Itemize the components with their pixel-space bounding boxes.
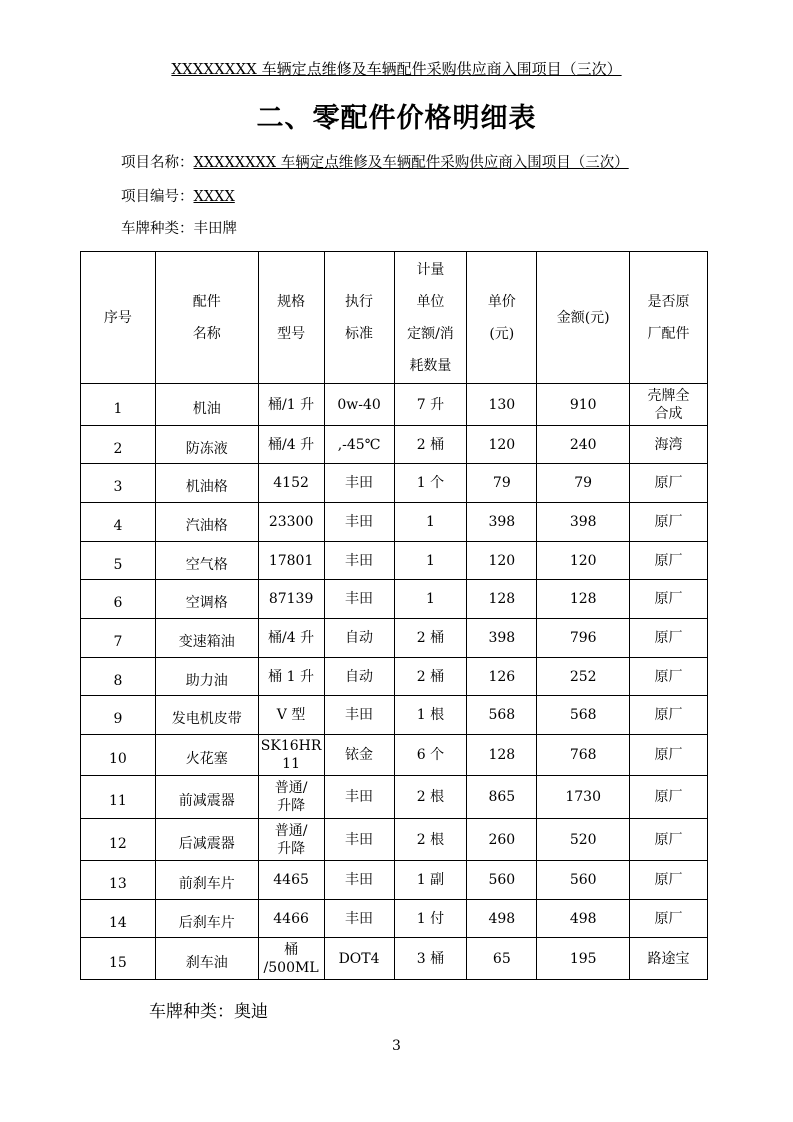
cell-amount: 79 xyxy=(537,464,630,503)
cell-unit-price: 498 xyxy=(467,900,537,938)
cell-spec: 17801 xyxy=(258,542,324,580)
cell-quantity: 2 根 xyxy=(394,776,467,819)
project-name-label: 项目名称： xyxy=(121,155,194,171)
cell-amount: 398 xyxy=(537,503,630,542)
cell-spec: 4465 xyxy=(258,861,324,900)
cell-no: 11 xyxy=(81,776,156,819)
cell-unit-price: 120 xyxy=(467,542,537,580)
cell-spec: 桶/1 升 xyxy=(258,384,324,426)
cell-part-name: 机油格 xyxy=(155,464,258,503)
cell-amount: 910 xyxy=(537,384,630,426)
cell-standard: 丰田 xyxy=(324,503,394,542)
cell-oem: 原厂 xyxy=(630,542,708,580)
cell-unit-price: 560 xyxy=(467,861,537,900)
table-row xyxy=(81,938,708,980)
next-plate-kind: 车牌种类：奥迪 xyxy=(149,1002,268,1022)
cell-amount: 128 xyxy=(537,580,630,619)
cell-oem: 原厂 xyxy=(630,900,708,938)
project-name-line xyxy=(121,151,629,172)
table-row xyxy=(81,819,708,861)
table-row xyxy=(81,384,708,426)
cell-part-name: 刹车油 xyxy=(155,938,258,980)
cell-spec: 桶/4 升 xyxy=(258,426,324,464)
cell-standard: 自动 xyxy=(324,619,394,658)
cell-standard: 丰田 xyxy=(324,861,394,900)
cell-oem: 原厂 xyxy=(630,580,708,619)
cell-unit-price: 79 xyxy=(467,464,537,503)
table-row xyxy=(81,580,708,619)
table-row xyxy=(81,776,708,819)
cell-no: 12 xyxy=(81,819,156,861)
cell-standard: 丰田 xyxy=(324,900,394,938)
cell-quantity: 3 桶 xyxy=(394,938,467,980)
cell-standard: 丰田 xyxy=(324,776,394,819)
cell-amount: 195 xyxy=(537,938,630,980)
cell-quantity: 1 个 xyxy=(394,464,467,503)
cell-amount: 1730 xyxy=(537,776,630,819)
cell-amount: 120 xyxy=(537,542,630,580)
cell-amount: 560 xyxy=(537,861,630,900)
cell-spec: 普通/ 升降 xyxy=(258,819,324,861)
cell-oem: 原厂 xyxy=(630,696,708,735)
cell-standard: 0w-40 xyxy=(324,384,394,426)
cell-standard: ,-45℃ xyxy=(324,426,394,464)
project-number-line xyxy=(121,185,235,206)
cell-no: 7 xyxy=(81,619,156,658)
cell-no: 14 xyxy=(81,900,156,938)
table-header-row xyxy=(81,252,708,384)
page-number: 3 xyxy=(392,1038,401,1054)
cell-quantity: 7 升 xyxy=(394,384,467,426)
cell-no: 15 xyxy=(81,938,156,980)
cell-amount: 796 xyxy=(537,619,630,658)
table-row xyxy=(81,735,708,776)
cell-amount: 498 xyxy=(537,900,630,938)
header-quantity: 计量 单位 定额/消 耗数量 xyxy=(394,252,467,384)
cell-part-name: 后刹车片 xyxy=(155,900,258,938)
cell-oem: 原厂 xyxy=(630,776,708,819)
plate-kind-label: 车牌种类： xyxy=(121,221,194,237)
cell-spec: 4466 xyxy=(258,900,324,938)
cell-oem: 原厂 xyxy=(630,464,708,503)
project-number-label: 项目编号： xyxy=(121,189,194,205)
cell-no: 13 xyxy=(81,861,156,900)
cell-quantity: 1 xyxy=(394,542,467,580)
cell-part-name: 后减震器 xyxy=(155,819,258,861)
cell-standard: 丰田 xyxy=(324,580,394,619)
cell-unit-price: 65 xyxy=(467,938,537,980)
cell-part-name: 机油 xyxy=(155,384,258,426)
cell-no: 6 xyxy=(81,580,156,619)
cell-standard: 丰田 xyxy=(324,696,394,735)
cell-amount: 240 xyxy=(537,426,630,464)
cell-no: 5 xyxy=(81,542,156,580)
cell-part-name: 火花塞 xyxy=(155,735,258,776)
cell-unit-price: 130 xyxy=(467,384,537,426)
cell-quantity: 6 个 xyxy=(394,735,467,776)
cell-spec: V 型 xyxy=(258,696,324,735)
cell-oem: 原厂 xyxy=(630,861,708,900)
cell-unit-price: 128 xyxy=(467,580,537,619)
cell-part-name: 汽油格 xyxy=(155,503,258,542)
cell-no: 1 xyxy=(81,384,156,426)
cell-no: 10 xyxy=(81,735,156,776)
cell-oem: 原厂 xyxy=(630,619,708,658)
cell-quantity: 1 付 xyxy=(394,900,467,938)
cell-quantity: 1 根 xyxy=(394,696,467,735)
cell-quantity: 1 副 xyxy=(394,861,467,900)
table-row xyxy=(81,658,708,696)
table-row xyxy=(81,464,708,503)
cell-quantity: 1 xyxy=(394,580,467,619)
cell-part-name: 助力油 xyxy=(155,658,258,696)
cell-standard: 丰田 xyxy=(324,464,394,503)
cell-no: 3 xyxy=(81,464,156,503)
cell-amount: 520 xyxy=(537,819,630,861)
header-standard: 执行 标准 xyxy=(324,252,394,384)
cell-no: 8 xyxy=(81,658,156,696)
cell-spec: 桶 1 升 xyxy=(258,658,324,696)
table-row xyxy=(81,696,708,735)
cell-spec: 4152 xyxy=(258,464,324,503)
table-row xyxy=(81,861,708,900)
table-row xyxy=(81,426,708,464)
header-amount: 金额(元) xyxy=(537,252,630,384)
cell-oem: 路途宝 xyxy=(630,938,708,980)
document-header-text: XXXXXXXX 车辆定点维修及车辆配件采购供应商入围项目（三次） xyxy=(171,60,622,78)
cell-oem: 原厂 xyxy=(630,503,708,542)
table-row xyxy=(81,900,708,938)
cell-unit-price: 398 xyxy=(467,503,537,542)
cell-spec: 87139 xyxy=(258,580,324,619)
cell-unit-price: 398 xyxy=(467,619,537,658)
cell-part-name: 前刹车片 xyxy=(155,861,258,900)
header-spec: 规格 型号 xyxy=(258,252,324,384)
cell-no: 9 xyxy=(81,696,156,735)
cell-part-name: 空气格 xyxy=(155,542,258,580)
cell-unit-price: 126 xyxy=(467,658,537,696)
cell-amount: 768 xyxy=(537,735,630,776)
cell-unit-price: 120 xyxy=(467,426,537,464)
cell-spec: SK16HR 11 xyxy=(258,735,324,776)
cell-unit-price: 128 xyxy=(467,735,537,776)
cell-quantity: 2 桶 xyxy=(394,658,467,696)
project-number-value: XXXX xyxy=(193,189,235,205)
cell-no: 4 xyxy=(81,503,156,542)
cell-quantity: 2 桶 xyxy=(394,619,467,658)
cell-part-name: 空调格 xyxy=(155,580,258,619)
table-row xyxy=(81,542,708,580)
cell-standard: DOT4 xyxy=(324,938,394,980)
header-unit-price: 单价 (元) xyxy=(467,252,537,384)
plate-kind-value: 丰田牌 xyxy=(193,221,237,237)
cell-unit-price: 260 xyxy=(467,819,537,861)
cell-quantity: 2 根 xyxy=(394,819,467,861)
cell-oem: 壳牌全 合成 xyxy=(630,384,708,426)
project-name-value: XXXXXXXX 车辆定点维修及车辆配件采购供应商入围项目（三次） xyxy=(193,155,629,171)
cell-no: 2 xyxy=(81,426,156,464)
table-row xyxy=(81,619,708,658)
cell-spec: 23300 xyxy=(258,503,324,542)
cell-amount: 252 xyxy=(537,658,630,696)
parts-price-table xyxy=(80,251,708,980)
page-title: 二、零配件价格明细表 xyxy=(256,103,537,134)
cell-quantity: 1 xyxy=(394,503,467,542)
cell-oem: 原厂 xyxy=(630,658,708,696)
cell-standard: 丰田 xyxy=(324,819,394,861)
cell-spec: 普通/ 升降 xyxy=(258,776,324,819)
header-oem: 是否原 厂配件 xyxy=(630,252,708,384)
cell-quantity: 2 桶 xyxy=(394,426,467,464)
cell-part-name: 前减震器 xyxy=(155,776,258,819)
cell-standard: 铱金 xyxy=(324,735,394,776)
cell-part-name: 变速箱油 xyxy=(155,619,258,658)
cell-oem: 原厂 xyxy=(630,819,708,861)
cell-standard: 丰田 xyxy=(324,542,394,580)
cell-oem: 海湾 xyxy=(630,426,708,464)
cell-spec: 桶 /500ML xyxy=(258,938,324,980)
header-part-name: 配件 名称 xyxy=(155,252,258,384)
cell-unit-price: 568 xyxy=(467,696,537,735)
document-header xyxy=(0,58,793,79)
table-row xyxy=(81,503,708,542)
cell-unit-price: 865 xyxy=(467,776,537,819)
header-no: 序号 xyxy=(81,252,156,384)
cell-standard: 自动 xyxy=(324,658,394,696)
plate-kind-line xyxy=(121,217,237,238)
cell-spec: 桶/4 升 xyxy=(258,619,324,658)
cell-part-name: 防冻液 xyxy=(155,426,258,464)
cell-oem: 原厂 xyxy=(630,735,708,776)
cell-part-name: 发电机皮带 xyxy=(155,696,258,735)
cell-amount: 568 xyxy=(537,696,630,735)
